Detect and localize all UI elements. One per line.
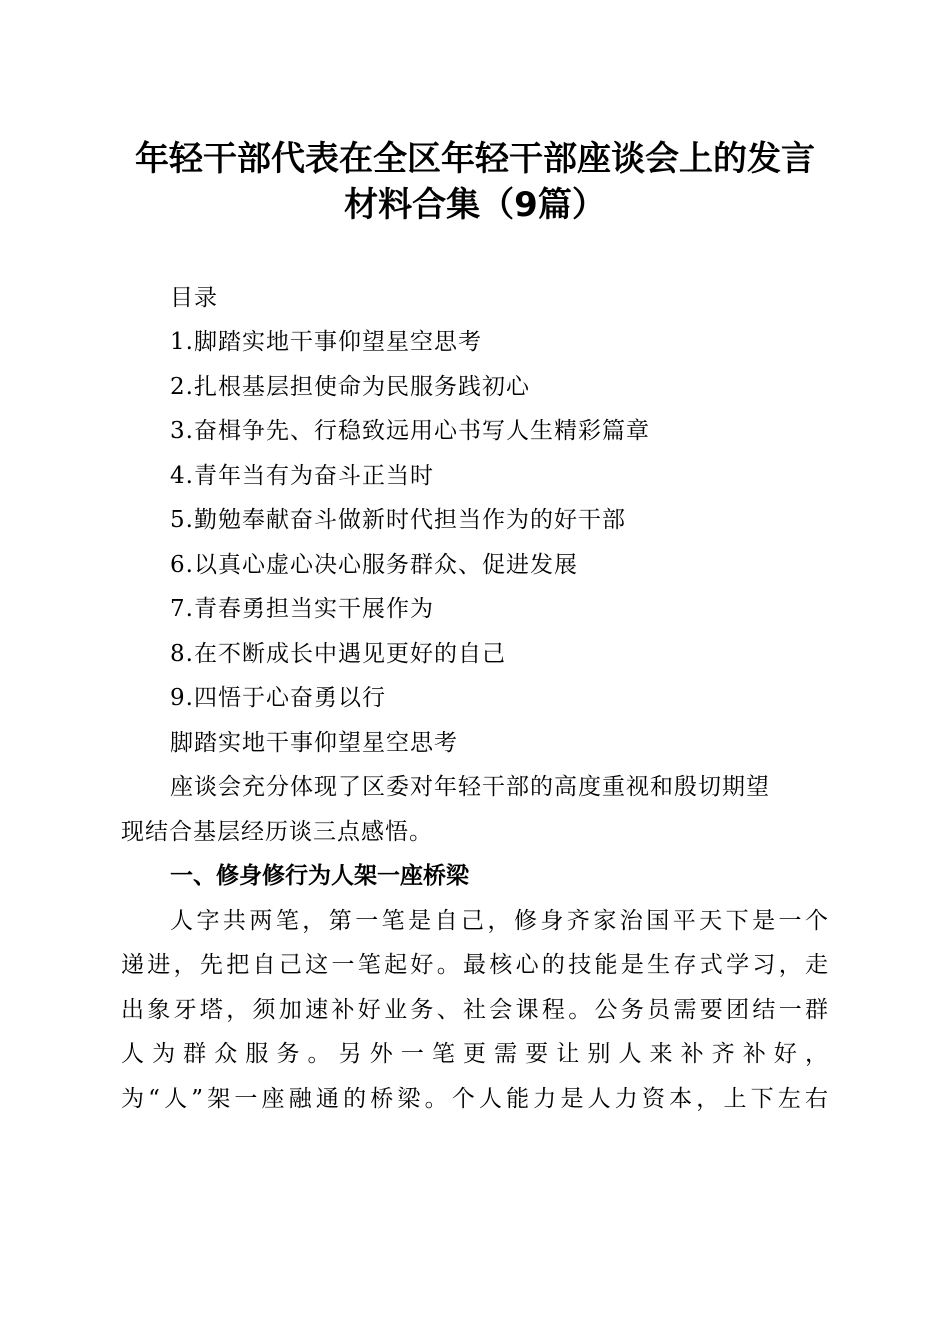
document-title-line-2: 材料合集（9篇）	[344, 185, 606, 225]
paragraph-line-3: 出象牙塔，须加速补好业务、社会课程。公务员需要团结一群	[121, 997, 829, 1023]
paragraph-line-5: 为“人”架一座融通的桥梁。个人能力是人力资本，上下左右	[121, 1086, 829, 1112]
toc-item-9: 9.四悟于心奋勇以行	[170, 685, 386, 711]
toc-item-1: 1.脚踏实地干事仰望星空思考	[170, 329, 482, 355]
section-heading-1: 一、修身修行为人架一座桥梁	[170, 863, 469, 889]
toc-item-5: 5.勤勉奉献奋斗做新时代担当作为的好干部	[170, 507, 626, 533]
toc-item-2: 2.扎根基层担使命为民服务践初心	[170, 374, 530, 400]
intro-line-2: 现结合基层经历谈三点感悟。	[121, 819, 433, 845]
toc-item-7: 7.青春勇担当实干展作为	[170, 596, 434, 622]
document-title-line-1: 年轻干部代表在全区年轻干部座谈会上的发言	[135, 139, 815, 179]
toc-item-6: 6.以真心虚心决心服务群众、促进发展	[170, 552, 578, 578]
intro-line-1: 座谈会充分体现了区委对年轻干部的高度重视和殷切期望	[170, 774, 770, 800]
toc-item-4: 4.青年当有为奋斗正当时	[170, 463, 434, 489]
paragraph-line-1: 人字共两笔，第一笔是自己，修身齐家治国平天下是一个	[170, 908, 829, 934]
paragraph-line-4: 人为群众服务。另外一笔更需要让别人来补齐补好，	[121, 1041, 829, 1067]
toc-heading: 目录	[170, 285, 218, 311]
article-title: 脚踏实地干事仰望星空思考	[170, 730, 458, 756]
toc-item-3: 3.奋楫争先、行稳致远用心书写人生精彩篇章	[170, 418, 650, 444]
paragraph-line-2: 递进，先把自己这一笔起好。最核心的技能是生存式学习，走	[121, 952, 829, 978]
toc-item-8: 8.在不断成长中遇见更好的自己	[170, 641, 506, 667]
